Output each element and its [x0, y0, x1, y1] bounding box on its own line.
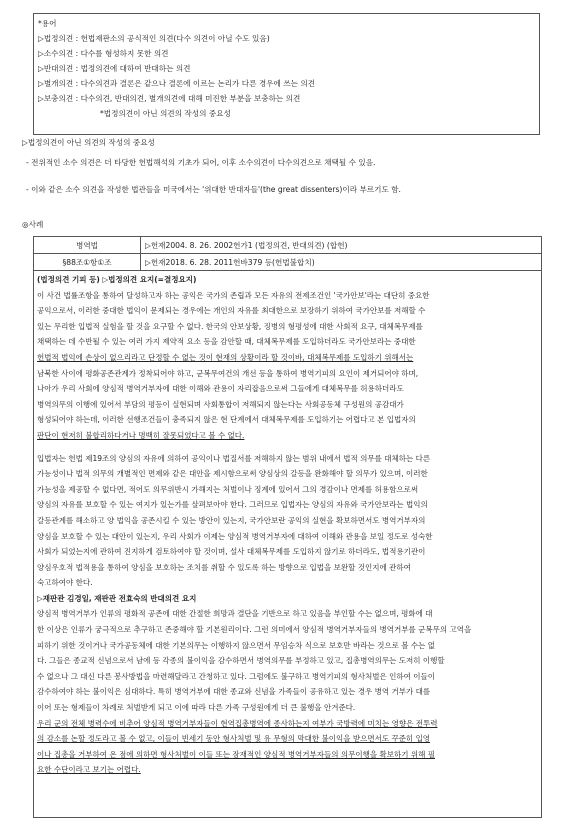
explanation-block — [22, 135, 567, 232]
table-cell-case: ▷헌재2018. 6. 28. 2011헌바379 등(헌법불합치) — [141, 254, 542, 271]
bullet-item: - 전위적인 소수 의견은 더 타당한 헌법해석의 기초가 되어, 이후 소수의견이 다수의견으로 채택될 수 있음. — [26, 158, 376, 167]
case-summary-box — [33, 270, 542, 818]
paragraph-line: 사회가 되었는지에 관하여 진지하게 검토하여야 할 것이며, 설사 대체복무제를 도입하지 않기로 하더라도, 법적용기관이 — [37, 547, 426, 557]
term-supplementary-opinion: ▷보충의견 : 다수의견, 반대의견, 별개의견에 대해 미진한 부분을 보충하는 의견 — [38, 94, 301, 103]
table-row — [34, 254, 542, 271]
paragraph-line: 있는 무리한 입법적 실험을 할 것을 요구할 수 없다. 한국의 안보상황, 징병의 형평성에 대한 사회적 요구, 대체복무제를 — [37, 321, 423, 331]
paragraph-line: 양심의 자유를 보호할 수 있는 여지가 있는가를 살펴보아야 한다. 그러므로 입법자는 양심의 자유와 국가안보라는 법익의 — [37, 500, 428, 510]
bullet-item: - 이와 같은 소수 의견을 작성한 법관들을 미국에서는 '위대한 반대자들'(the great dissenters)이라 부르기도 함. — [26, 185, 401, 194]
terminology-box — [33, 13, 540, 135]
term-majority-opinion: ▷법정의견 : 헌법재판소의 공식적인 의견(다수 의견이 아닐 수도 있음) — [38, 34, 270, 43]
term-dissenting-opinion: ▷반대의견 : 법정의견에 대하여 반대하는 의견 — [38, 64, 191, 73]
paragraph-line: 판단이 현저히 불합리하다거나 명백히 잘못되었다고 볼 수 없다. — [37, 430, 245, 440]
table-cell-article: §88조①항①조 — [34, 254, 141, 271]
paragraph-line: 양심적 병역거부가 인류의 평화적 공존에 대한 간절한 희망과 결단을 기반으로 하고 있음을 부인할 수는 없으며, 평화에 대 — [37, 609, 433, 619]
paragraph-line: 헌법적 법익에 손상이 없으리라고 단정할 수 없는 것이 현재의 상황이라 할 것이바, 대체복무제를 도입하기 위해서는 — [37, 352, 414, 362]
section-heading: ▷법정의견이 아닌 의견의 작성의 중요성 — [22, 138, 155, 147]
paragraph-line: 가능성을 제공할 수 없다면, 적어도 의무위반시 가해지는 처벌이나 징계에 있어서 그의 경감이나 면제를 허용함으로써 — [37, 484, 419, 494]
case-section-title: ◎사례 — [22, 220, 44, 229]
term-minority-opinion: ▷소수의견 : 다수를 형성하지 못한 의견 — [38, 49, 169, 58]
paragraph-line: 수 없으나 그 대신 다른 봉사방법을 마련해달라고 간청하고 있다. 그럼에도 불구하고 병역기피의 형사처벌은 인하여 이들이 — [37, 671, 436, 681]
paragraph-line: 이어 또는 형제들이 차례로 처벌받게 되고 이에 따라 다른 가족 구성원에게 더 큰 불행을 안겨준다. — [37, 703, 356, 713]
term-separate-opinion: ▷별개의견 : 다수의견과 결론은 같으나 결론에 이르는 논리가 다른 경우에 쓰는 의견 — [38, 79, 316, 88]
paragraph-line: 이 사건 법률조항을 통하여 달성하고자 하는 공익은 국가의 존립과 모든 자유의 전제조건인 '국가안보'라는 대단히 중요한 — [37, 290, 430, 300]
paragraph-line: 양심우호적 법적용을 통하여 양심을 보호하는 조치를 취할 수 있도록 하는 방향으로 입법을 보완할 것인지에 관하여 — [37, 562, 411, 572]
paragraph-line: 다. 그들은 종교적 신념으로서 남에 등 각종의 불이익을 감수하면서 병역의무를 부정하고 있고, 집총병역의무는 도저히 이행할 — [37, 656, 445, 666]
paragraph-line: 숙고하여야 한다. — [37, 578, 93, 588]
table-row — [34, 237, 542, 254]
paragraph-line: 의 감소를 논할 정도라고 볼 수 없고, 이들이 빈세기 동안 형사처벌 및 유 무형의 막대한 불이익을 받으면서도 꾸준히 입영 — [37, 734, 431, 744]
paragraph-line: 남북한 사이에 평화공존관계가 정착되어야 하고, 군복무여건의 개선 등을 통하여 병역기피의 요인이 제거되어야 하며, — [37, 368, 419, 378]
paragraph-line: 감수하여야 하는 불이익은 심대하다. 특히 병역거부에 대한 종교와 신념을 가족들이 공유하고 있는 경우 병역 거부가 대를 — [37, 687, 431, 697]
terminology-subnote: *법정의견이 아닌 의견의 작성의 중요성 — [100, 109, 231, 118]
dissent-heading: ▷재판관 김경일, 재판관 전효숙의 반대의견 요지 — [37, 593, 197, 603]
paragraph-line: 공익으로서, 이러한 중대한 법익이 문제되는 경우에는 개인의 자유를 최대한으로 보장하기 위하여 국가안보를 저해할 수 — [37, 306, 426, 316]
paragraph-line: 양심을 보호할 수 있는 대안이 있는지, 우리 사회가 이제는 양심적 병역거부자에 대하여 이해와 관용을 보일 정도로 성숙한 — [37, 531, 433, 541]
paragraph-line: 입법자는 헌법 제19조의 양심의 자유에 의하여 공익이나 법질서를 저해하지 않는 범위 내에서 법적 의무를 대체하는 다른 — [37, 453, 431, 463]
case-reference-table — [33, 236, 542, 271]
paragraph-line: 나아가 우리 사회에 양심적 병역거부자에 대한 이해와 관용이 자리잡음으로써 그들에게 대체복무를 허용하더라도 — [37, 384, 404, 394]
paragraph-line: 이나 집총을 거부하여 온 점에 의하면 형사처벌이 이들 또는 잠재적인 양심적 병역거부자들의 의무이행을 확보하기 위해 필 — [37, 749, 436, 759]
court-opinion-heading: (법정의견 기피 등) ▷법정의견 요지(=결정요지) — [37, 275, 197, 284]
paragraph-line: 형성되어야 하는데, 이러한 선행조건들이 충족되지 않은 현 단계에서 대체복무제를 도입하기는 어렵다고 본 입법자의 — [37, 415, 416, 425]
paragraph-line: 한 이상은 인류가 궁극적으로 추구하고 존중해야 할 기본원리이다. 그런 의미에서 양심적 병역거부자들의 병역거부를 군복무의 고역을 — [37, 625, 472, 635]
table-cell-case: ▷헌재2004. 8. 26. 2002헌가1 (법정의견, 반대의견) (합헌) — [141, 237, 542, 254]
paragraph-line: 우리 군의 전체 병력수에 비추어 양심적 병역거부자들이 현역집총병역에 종사하는지 여부가 국방력에 미치는 영향은 전투력 — [37, 718, 438, 728]
table-cell-statute: 병역법 — [34, 237, 141, 254]
paragraph-line: 병역의무의 이행에 있어서 부담의 평등이 실현되며 사회통합이 저해되지 않는다는 사회공동체 구성원의 공감대가 — [37, 399, 404, 409]
paragraph-line: 요한 수단이라고 보기는 어렵다. — [37, 765, 141, 775]
paragraph-line: 채택하는 데 수반될 수 있는 여러 가지 제약적 요소 등을 감안할 때, 대체복무제를 도입하더라도 국가안보라는 중대한 — [37, 337, 416, 347]
paragraph-line: 갈등관계를 해소하고 양 법익을 공존시킬 수 있는 방안이 있는지, 국가안보란 공익의 실현을 확보하면서도 병역거부자의 — [37, 515, 426, 525]
terminology-title: *용어 — [38, 19, 57, 28]
paragraph-line: 가능성이나 법적 의무의 개별적인 면제와 같은 대안을 제시함으로써 양심상의 갈등을 완화해야 할 의무가 있으며, 이러한 — [37, 469, 428, 479]
paragraph-line: 피하기 위한 것이거나 국가공동체에 대한 기본의무는 이행하지 않으면서 무임승차 식으로 보호만 바라는 것으로 볼 수는 없 — [37, 640, 436, 650]
